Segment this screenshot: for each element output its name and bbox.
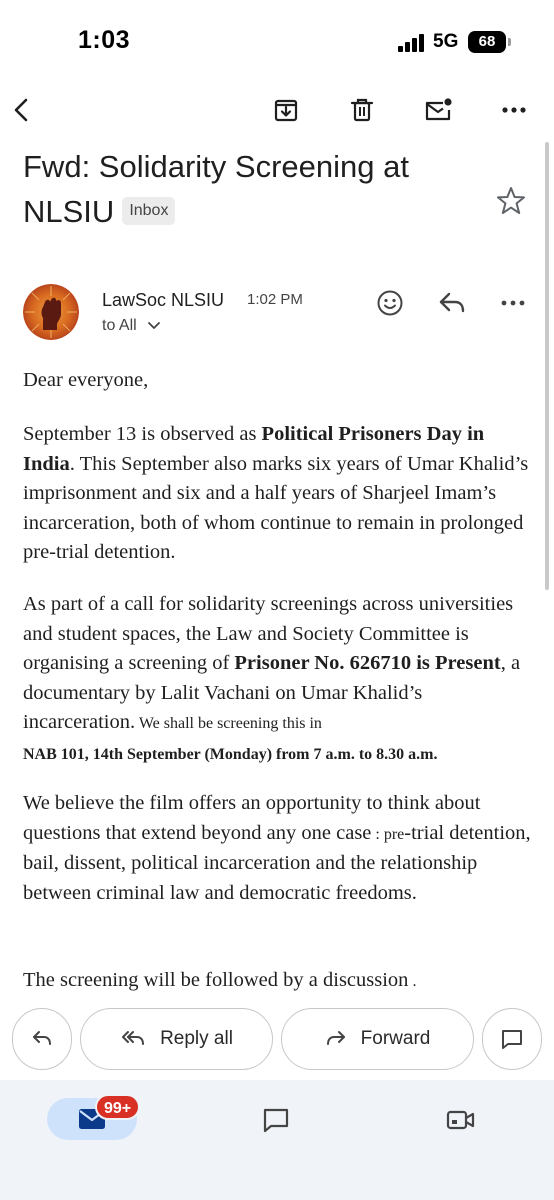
recipients-label: to All	[102, 317, 137, 334]
chat-icon	[262, 1107, 290, 1133]
nav-chat[interactable]	[258, 1102, 294, 1138]
p3-text-a: We believe the film offers an opportunity to think about questions that extend beyond any one case	[23, 792, 481, 844]
more-vertical-icon[interactable]	[494, 90, 534, 130]
nav-meet[interactable]	[443, 1102, 479, 1138]
p2-text-c: , a documentary by Lalit Vachani on Umar Khalid’s incarceration.	[23, 652, 521, 733]
p2-text-a: As part of a call for solidarity screenings across universities and student spaces, the Law and Society Committee is organising a screening of	[23, 593, 514, 674]
reply-action-row	[0, 1008, 554, 1072]
body-paragraph-4	[23, 966, 533, 997]
reply-all-button[interactable]	[80, 1008, 273, 1070]
network-label: 5G	[433, 31, 459, 52]
battery-tip	[508, 38, 511, 46]
signal-icon	[398, 34, 426, 52]
star-icon[interactable]	[494, 184, 530, 220]
email-time: 1:02 PM	[247, 291, 303, 308]
unread-count-badge: 99+	[95, 1094, 140, 1120]
forward-button[interactable]	[281, 1008, 474, 1070]
email-subject	[23, 144, 493, 234]
mark-unread-icon[interactable]	[418, 90, 458, 130]
back-arrow-icon[interactable]	[2, 90, 42, 130]
battery-icon: 68	[468, 31, 506, 53]
email-toolbar	[0, 80, 554, 136]
body-paragraph-1	[23, 420, 533, 568]
body-paragraph-3	[23, 789, 533, 908]
reply-all-icon	[120, 1029, 146, 1049]
reply-icon[interactable]	[435, 286, 469, 320]
video-camera-icon	[446, 1108, 476, 1132]
reply-all-label: Reply all	[160, 1028, 233, 1049]
chat-reply-button[interactable]	[482, 1008, 542, 1070]
p1-text-a: September 13 is observed as	[23, 423, 262, 445]
forward-icon	[325, 1029, 347, 1049]
chat-bubble-icon	[500, 1028, 524, 1050]
p1-bold: Political Prisoners Day in India	[23, 423, 485, 475]
recipients-toggle[interactable]	[102, 317, 161, 335]
trash-icon[interactable]	[342, 90, 382, 130]
p4-text-a: The screening will be followed by a discussion	[23, 969, 409, 991]
archive-icon[interactable]	[266, 90, 306, 130]
more-options-icon[interactable]	[496, 286, 530, 320]
subject-text: Fwd: Solidarity Screening at NLSIU	[23, 149, 409, 229]
p3-text-b: : pre	[371, 825, 405, 843]
email-greeting: Dear everyone,	[23, 369, 149, 391]
forward-label: Forward	[360, 1028, 431, 1049]
body-paragraph-2	[23, 590, 533, 769]
p2-text-d: We shall be screening this in	[135, 715, 322, 732]
status-time: 1:03	[78, 26, 131, 54]
sender-name[interactable]: LawSoc NLSIU	[102, 290, 225, 310]
inbox-label-badge[interactable]: Inbox	[122, 197, 175, 225]
p2-film-title: Prisoner No. 626710 is Present	[234, 652, 501, 674]
p2-venue-time: NAB 101, 14th September (Monday) from 7 a.m. to 8.30 a.m.	[23, 745, 438, 763]
status-bar	[0, 0, 554, 80]
p4-text-b: .	[408, 973, 417, 990]
bottom-navigation	[0, 1080, 554, 1200]
avatar[interactable]	[23, 284, 79, 340]
emoji-reaction-icon[interactable]	[373, 286, 407, 320]
p1-text-c: . This September also marks six years of Umar Khalid’s imprisonment and six and a half years of Sharjeel Imam’s incarceration, both of whom continue to remain in prolonged pre-trial detention.	[23, 452, 529, 563]
p3-text-c: -trial detention, bail, dissent, political incarceration and the relationship between criminal law and democratic freedoms.	[23, 821, 531, 904]
reply-icon	[31, 1029, 53, 1049]
chevron-down-icon	[147, 321, 161, 331]
scrollbar[interactable]	[545, 142, 549, 590]
reply-button[interactable]	[12, 1008, 72, 1070]
